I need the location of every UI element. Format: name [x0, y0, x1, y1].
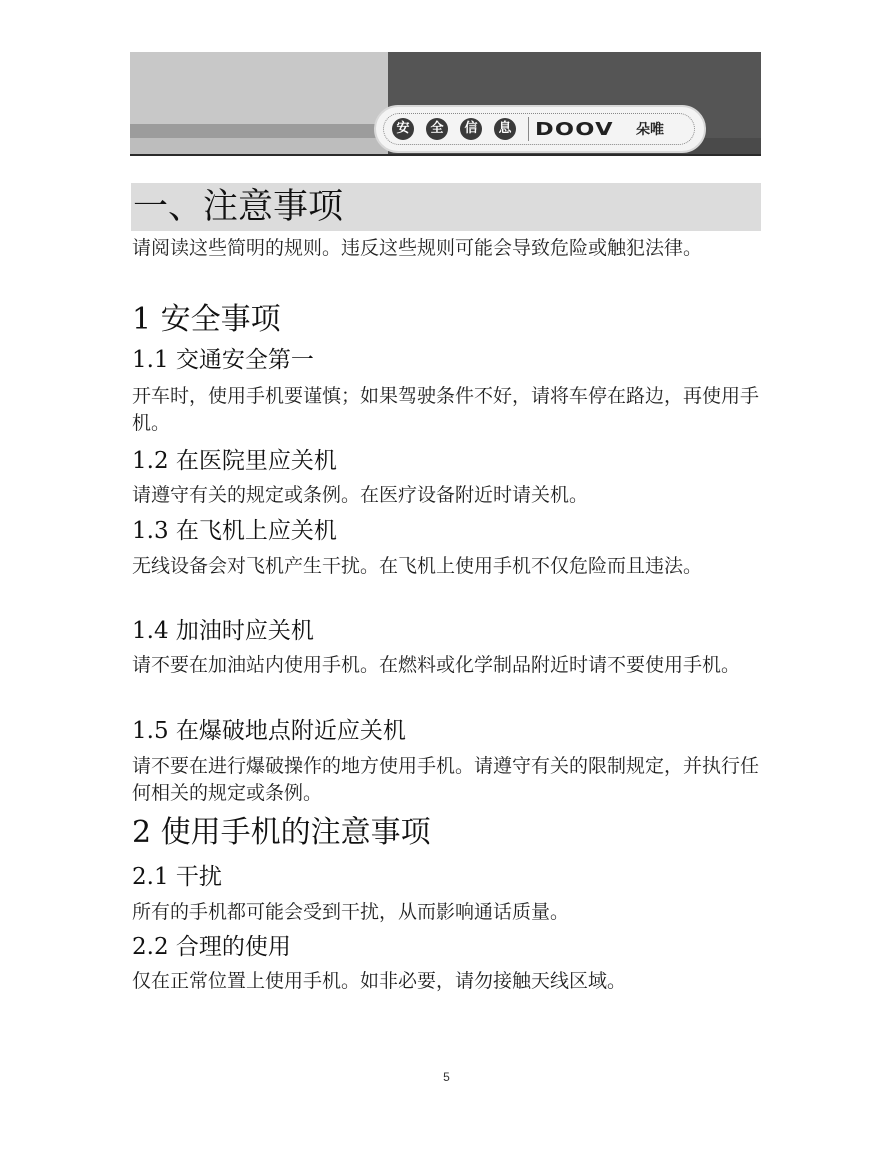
item-2-2-body: 仅在正常位置上使用手机。如非必要，请勿接触天线区域。 — [132, 970, 627, 992]
item-1-2-body: 请遵守有关的规定或条例。在医疗设备附近时请关机。 — [132, 484, 589, 506]
section-2-heading: 2 使用手机的注意事项 — [132, 815, 431, 850]
section-badge-inner — [383, 113, 695, 145]
item-1-5-body: 请不要在进行爆破操作的地方使用手机。请遵守有关的限制规定，并执行任何相关的规定或条例。 — [132, 755, 760, 804]
item-1-2-heading: 1.2 在医院里应关机 — [132, 448, 337, 474]
page-title: 一、注意事项 — [131, 183, 761, 231]
item-1-5-heading: 1.5 在爆破地点附近应关机 — [132, 718, 406, 744]
banner-mid-bar — [130, 124, 388, 138]
badge-char-3: 信 — [460, 118, 482, 140]
item-1-1-body: 开车时，使用手机要谨慎；如果驾驶条件不好，请将车停在路边，再使用手机。 — [132, 385, 760, 434]
section-badge — [374, 105, 706, 153]
item-2-1-heading: 2.1 干扰 — [132, 864, 222, 890]
badge-separator — [528, 117, 529, 141]
item-1-4-body: 请不要在加油站内使用手机。在燃料或化学制品附近时请不要使用手机。 — [132, 654, 741, 676]
section-1-heading: 1 安全事项 — [132, 302, 281, 337]
banner-light-block — [130, 52, 388, 124]
item-1-3-body: 无线设备会对飞机产生干扰。在飞机上使用手机不仅危险而且违法。 — [132, 555, 703, 577]
brand-logo-cn: 朵唯 — [636, 122, 664, 138]
badge-char-1: 安 — [392, 118, 414, 140]
item-1-3-heading: 1.3 在飞机上应关机 — [132, 518, 337, 544]
intro-paragraph: 请阅读这些简明的规则。违反这些规则可能会导致危险或触犯法律。 — [132, 237, 703, 259]
banner-rule — [130, 154, 761, 156]
item-2-2-heading: 2.2 合理的使用 — [132, 934, 291, 960]
page-number: 5 — [443, 1070, 450, 1084]
header-banner — [130, 52, 761, 156]
brand-logo: DOOV — [535, 118, 614, 140]
item-1-4-heading: 1.4 加油时应关机 — [132, 618, 314, 644]
item-2-1-body: 所有的手机都可能会受到干扰，从而影响通话质量。 — [132, 901, 570, 923]
badge-char-2: 全 — [426, 118, 448, 140]
item-1-1-heading: 1.1 交通安全第一 — [132, 347, 314, 373]
badge-char-4: 息 — [494, 118, 516, 140]
